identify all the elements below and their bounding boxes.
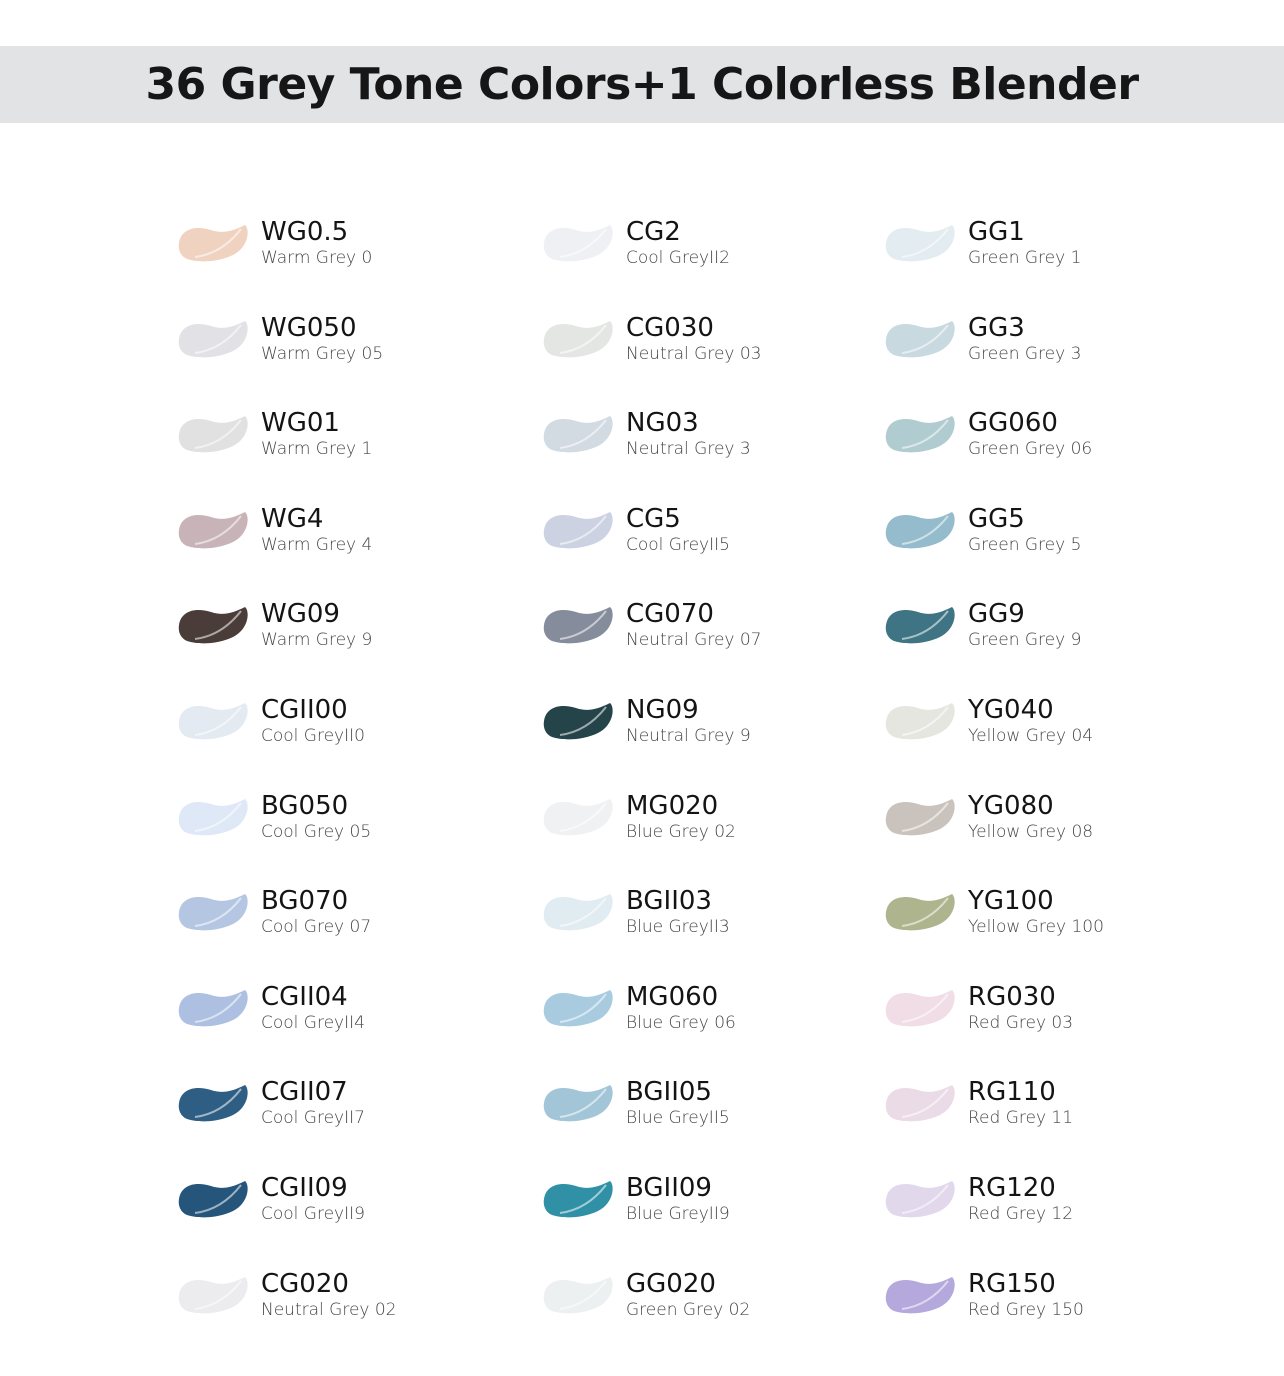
swatch-name: Warm Grey 9 [261, 630, 373, 651]
swatch-name: Cool GreyII4 [261, 1012, 365, 1033]
swatch-code: CG070 [626, 599, 714, 630]
swatch-labels [261, 599, 372, 651]
swatch-name: Blue Grey 02 [626, 821, 736, 842]
swatch-code: RG110 [968, 1077, 1056, 1108]
swatch-labels [626, 695, 751, 747]
swatch-item [540, 686, 751, 756]
brush-stroke-swatch-icon [540, 791, 616, 843]
swatch-code: NG09 [626, 695, 699, 725]
swatch-code: WG050 [261, 312, 357, 343]
swatch-name: Neutral Grey 03 [626, 343, 762, 364]
swatch-item [540, 877, 730, 947]
swatch-item [882, 208, 1081, 278]
swatch-labels [968, 1269, 1084, 1321]
brush-stroke-swatch-icon [540, 217, 616, 269]
swatch-name: Neutral Grey 02 [261, 1299, 397, 1320]
swatch-item [882, 399, 1092, 469]
swatch-item [882, 1260, 1084, 1330]
swatch-item [175, 1260, 397, 1330]
swatch-item [882, 1068, 1073, 1138]
swatch-item [540, 590, 762, 660]
swatch-item [882, 1164, 1073, 1234]
swatch-code: YG080 [968, 790, 1054, 821]
swatch-labels [968, 791, 1093, 843]
swatch-labels [261, 791, 371, 843]
swatch-code: WG4 [261, 503, 324, 534]
swatch-labels [968, 217, 1081, 269]
swatch-code: GG060 [968, 408, 1058, 439]
swatch-name: Red Grey 12 [968, 1204, 1074, 1224]
swatch-item [882, 782, 1093, 852]
brush-stroke-swatch-icon [882, 504, 958, 556]
brush-stroke-swatch-icon [882, 1269, 958, 1321]
swatch-name: Blue GreyII3 [626, 917, 730, 938]
swatch-code: GG3 [968, 312, 1025, 343]
brush-stroke-swatch-icon [540, 1269, 616, 1321]
swatch-labels [261, 313, 383, 365]
brush-stroke-swatch-icon [175, 1077, 251, 1129]
swatch-code: CG030 [626, 312, 714, 343]
swatch-name: Cool GreyII2 [626, 248, 730, 268]
swatch-labels [968, 982, 1073, 1034]
swatch-labels [261, 695, 365, 747]
swatch-item [175, 208, 372, 278]
swatch-code: GG5 [968, 503, 1025, 534]
brush-stroke-swatch-icon [175, 599, 251, 651]
swatch-item [175, 686, 365, 756]
brush-stroke-swatch-icon [175, 695, 251, 747]
title-banner [0, 46, 1284, 123]
brush-stroke-swatch-icon [175, 982, 251, 1034]
swatch-labels [968, 695, 1093, 747]
swatch-item [540, 1164, 730, 1234]
swatch-name: Yellow Grey 04 [968, 726, 1094, 746]
swatch-item [175, 1164, 365, 1234]
swatch-labels [261, 886, 371, 938]
swatch-code: CGII07 [261, 1077, 348, 1108]
swatch-name: Yellow Grey 08 [968, 821, 1094, 842]
brush-stroke-swatch-icon [540, 599, 616, 651]
brush-stroke-swatch-icon [175, 791, 251, 843]
swatch-labels [626, 1173, 730, 1225]
swatch-labels [261, 1173, 365, 1225]
swatch-item [540, 973, 736, 1043]
swatch-labels [626, 982, 736, 1034]
swatch-item [540, 1260, 750, 1330]
swatch-item [882, 495, 1081, 565]
swatch-name: Blue GreyII9 [626, 1204, 730, 1224]
brush-stroke-swatch-icon [882, 1173, 958, 1225]
swatch-labels [261, 217, 372, 269]
brush-stroke-swatch-icon [882, 695, 958, 747]
swatch-name: Green Grey 5 [968, 534, 1082, 555]
swatch-code: GG1 [968, 217, 1025, 247]
swatch-item [540, 399, 751, 469]
swatch-labels [968, 408, 1092, 460]
swatch-code: RG150 [968, 1268, 1056, 1299]
brush-stroke-swatch-icon [175, 313, 251, 365]
page-title: 36 Grey Tone Colors+1 Colorless Blender [145, 59, 1139, 110]
swatch-name: Cool Grey 07 [261, 917, 372, 938]
swatch-labels [968, 504, 1081, 556]
swatch-item [175, 399, 372, 469]
swatch-name: Warm Grey 0 [261, 248, 373, 268]
swatch-labels [626, 1077, 730, 1129]
swatch-name: Red Grey 150 [968, 1299, 1084, 1320]
swatch-item [540, 208, 730, 278]
swatch-code: RG120 [968, 1173, 1056, 1203]
swatch-name: Neutral Grey 9 [626, 726, 751, 746]
swatch-code: WG09 [261, 599, 340, 630]
swatch-code: CG2 [626, 217, 681, 247]
swatch-name: Cool GreyII0 [261, 726, 365, 746]
swatch-name: Neutral Grey 07 [626, 630, 762, 651]
swatch-name: Green Grey 9 [968, 630, 1082, 651]
swatch-name: Cool GreyII7 [261, 1108, 365, 1129]
swatch-code: MG020 [626, 790, 719, 821]
swatch-code: YG100 [968, 886, 1054, 917]
brush-stroke-swatch-icon [882, 791, 958, 843]
swatch-item [175, 590, 372, 660]
swatch-name: Green Grey 3 [968, 343, 1082, 364]
brush-stroke-swatch-icon [540, 313, 616, 365]
brush-stroke-swatch-icon [540, 695, 616, 747]
brush-stroke-swatch-icon [175, 1173, 251, 1225]
swatch-labels [261, 408, 372, 460]
swatch-labels [261, 1077, 365, 1129]
swatch-labels [968, 1077, 1073, 1129]
swatch-item [882, 973, 1073, 1043]
swatch-code: GG9 [968, 599, 1025, 630]
brush-stroke-swatch-icon [175, 408, 251, 460]
swatch-labels [261, 1269, 397, 1321]
swatch-code: MG060 [626, 981, 719, 1012]
brush-stroke-swatch-icon [540, 1077, 616, 1129]
swatch-name: Red Grey 03 [968, 1012, 1074, 1033]
swatch-code: RG030 [968, 981, 1056, 1012]
swatch-item [175, 782, 371, 852]
swatch-code: CG020 [261, 1268, 349, 1299]
swatch-labels [626, 408, 751, 460]
brush-stroke-swatch-icon [540, 886, 616, 938]
brush-stroke-swatch-icon [540, 504, 616, 556]
swatch-code: BGII09 [626, 1173, 712, 1203]
brush-stroke-swatch-icon [882, 1077, 958, 1129]
swatch-item [175, 495, 372, 565]
swatch-labels [261, 982, 365, 1034]
swatch-labels [626, 504, 730, 556]
brush-stroke-swatch-icon [175, 504, 251, 556]
swatch-name: Cool GreyII5 [626, 534, 730, 555]
swatch-name: Cool GreyII9 [261, 1204, 365, 1224]
swatch-code: WG01 [261, 408, 340, 439]
swatch-code: WG0.5 [261, 217, 349, 247]
brush-stroke-swatch-icon [540, 982, 616, 1034]
swatch-name: Warm Grey 05 [261, 343, 384, 364]
swatch-labels [626, 599, 762, 651]
swatch-code: GG020 [626, 1268, 716, 1299]
swatch-code: NG03 [626, 408, 699, 439]
swatch-name: Green Grey 02 [626, 1299, 751, 1320]
swatch-item [540, 495, 730, 565]
swatch-item [175, 1068, 365, 1138]
swatch-item [882, 686, 1093, 756]
swatch-item [175, 304, 383, 374]
swatch-code: BG050 [261, 790, 349, 821]
swatch-item [882, 590, 1081, 660]
swatch-name: Neutral Grey 3 [626, 439, 751, 460]
swatch-item [882, 304, 1081, 374]
brush-stroke-swatch-icon [175, 886, 251, 938]
swatch-grid [0, 190, 1284, 1340]
swatch-code: CGII09 [261, 1173, 348, 1203]
swatch-item [540, 782, 736, 852]
swatch-name: Warm Grey 4 [261, 534, 373, 555]
brush-stroke-swatch-icon [882, 408, 958, 460]
brush-stroke-swatch-icon [540, 408, 616, 460]
brush-stroke-swatch-icon [882, 313, 958, 365]
brush-stroke-swatch-icon [882, 217, 958, 269]
swatch-code: CGII04 [261, 981, 348, 1012]
swatch-name: Warm Grey 1 [261, 439, 373, 460]
swatch-labels [626, 886, 730, 938]
swatch-name: Blue GreyII5 [626, 1108, 730, 1129]
swatch-labels [626, 313, 762, 365]
swatch-labels [968, 599, 1081, 651]
brush-stroke-swatch-icon [540, 1173, 616, 1225]
swatch-item [882, 877, 1104, 947]
swatch-code: CGII00 [261, 695, 348, 725]
swatch-name: Yellow Grey 100 [968, 917, 1104, 938]
brush-stroke-swatch-icon [175, 1269, 251, 1321]
brush-stroke-swatch-icon [882, 886, 958, 938]
swatch-item [540, 1068, 730, 1138]
swatch-item [540, 304, 762, 374]
swatch-code: YG040 [968, 695, 1054, 725]
swatch-item [175, 877, 371, 947]
swatch-code: CG5 [626, 503, 681, 534]
swatch-name: Blue Grey 06 [626, 1012, 736, 1033]
swatch-code: BGII03 [626, 886, 712, 917]
swatch-name: Green Grey 1 [968, 248, 1082, 268]
swatch-labels [261, 504, 372, 556]
swatch-name: Green Grey 06 [968, 439, 1093, 460]
swatch-labels [626, 1269, 750, 1321]
swatch-labels [968, 313, 1081, 365]
swatch-labels [626, 217, 730, 269]
brush-stroke-swatch-icon [882, 982, 958, 1034]
swatch-item [175, 973, 365, 1043]
brush-stroke-swatch-icon [882, 599, 958, 651]
swatch-labels [968, 886, 1104, 938]
swatch-name: Cool Grey 05 [261, 821, 372, 842]
swatch-code: BGII05 [626, 1077, 712, 1108]
brush-stroke-swatch-icon [175, 217, 251, 269]
swatch-labels [626, 791, 736, 843]
swatch-labels [968, 1173, 1073, 1225]
swatch-code: BG070 [261, 886, 349, 917]
swatch-name: Red Grey 11 [968, 1108, 1074, 1129]
